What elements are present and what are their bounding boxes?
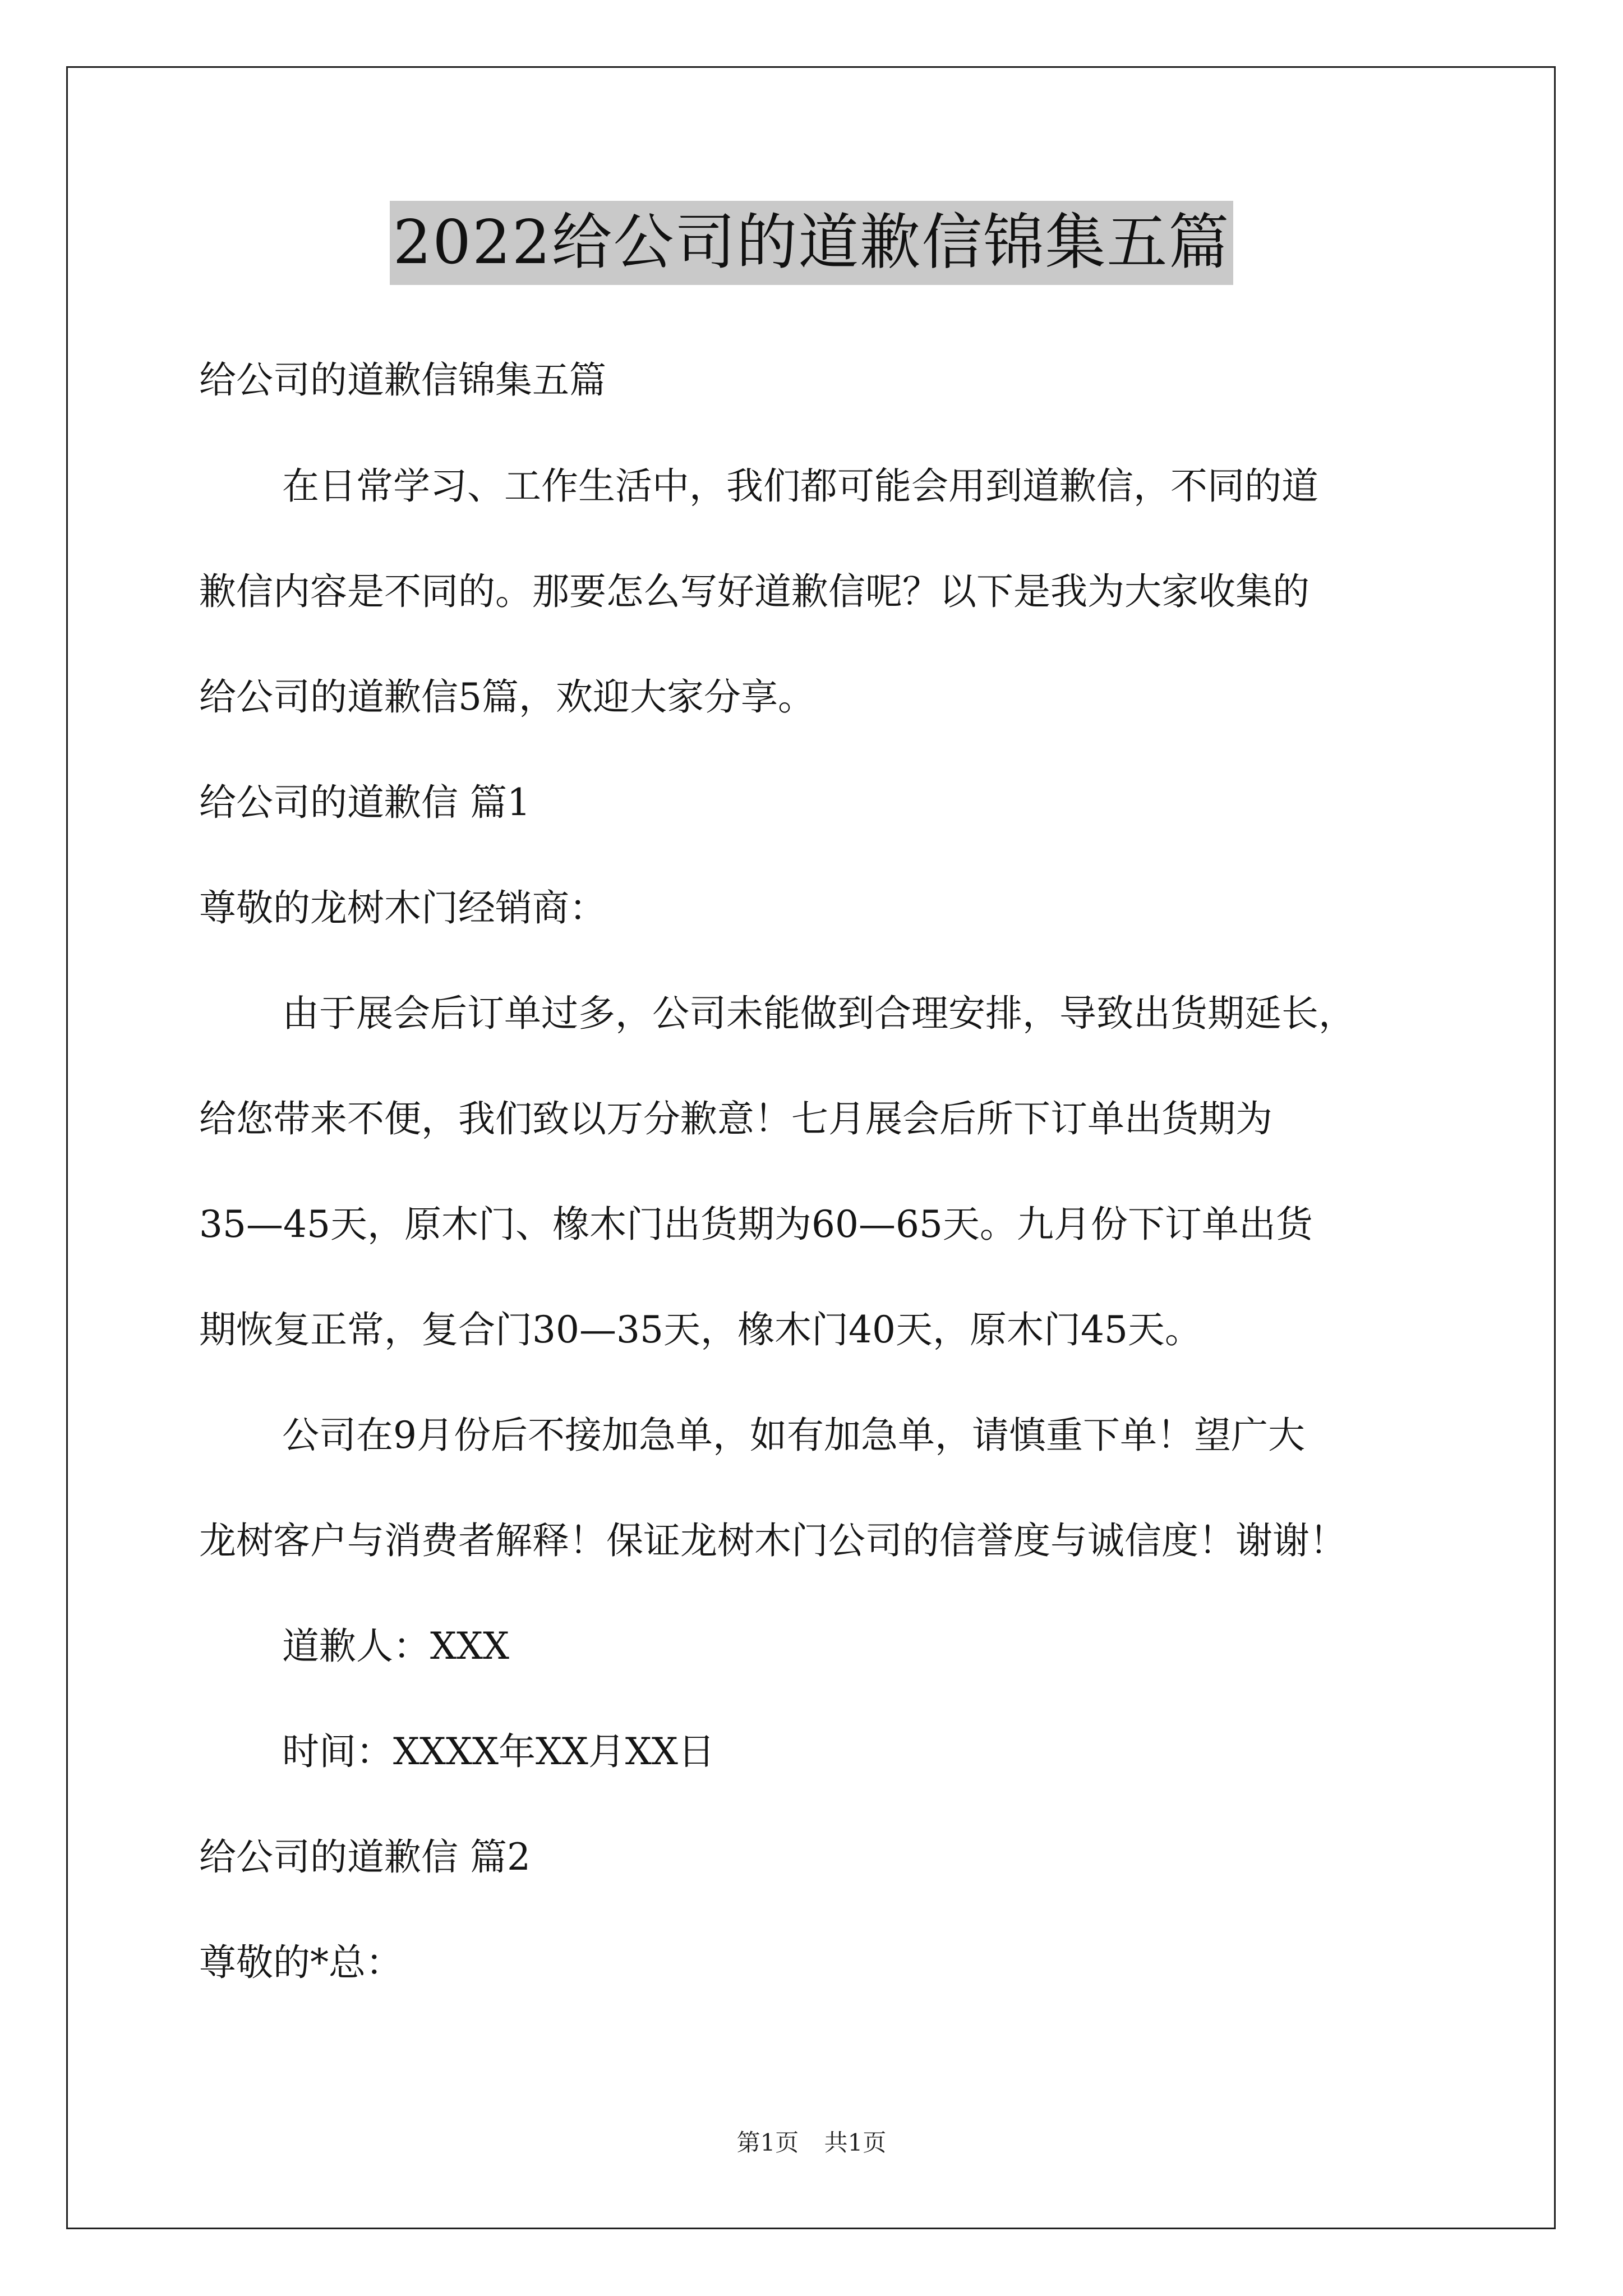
title-container <box>0 201 1623 285</box>
subtitle: 给公司的道歉信锦集五篇 <box>199 358 606 402</box>
page-number-current: 第1页 <box>736 2129 799 2156</box>
section-1-para1-line-3: 35—45天，原木门、橡木门出货期为60—65天。九月份下订单出货 <box>199 1203 1313 1246</box>
page-footer <box>0 2126 1623 2160</box>
section-1-para1-line-1: 由于展会后订单过多，公司未能做到合理安排，导致出货期延长， <box>282 992 1355 1035</box>
section-1-date: 时间：XXXX年XX月XX日 <box>282 1730 715 1773</box>
section-2-heading: 给公司的道歉信 篇2 <box>199 1835 531 1879</box>
document-title: 2022给公司的道歉信锦集五篇 <box>390 201 1234 285</box>
section-1-para2-line-2: 龙树客户与消费者解释！保证龙树木门公司的信誉度与诚信度！谢谢！ <box>199 1519 1347 1562</box>
intro-line-3: 给公司的道歉信5篇，欢迎大家分享。 <box>199 675 815 719</box>
section-1-signer: 道歉人：XXX <box>282 1625 509 1668</box>
intro-line-1: 在日常学习、工作生活中，我们都可能会用到道歉信，不同的道 <box>282 464 1318 508</box>
section-1-para1-line-4: 期恢复正常，复合门30—35天，橡木门40天，原木门45天。 <box>199 1308 1202 1351</box>
section-1-salutation: 尊敬的龙树木门经销商： <box>199 886 606 930</box>
section-1-para2-line-1: 公司在9月份后不接加急单，如有加急单，请慎重下单！望广大 <box>282 1414 1305 1457</box>
page-number-total: 共1页 <box>824 2129 887 2156</box>
section-1-heading: 给公司的道歉信 篇1 <box>199 781 531 824</box>
intro-line-2: 歉信内容是不同的。那要怎么写好道歉信呢？以下是我为大家收集的 <box>199 570 1310 613</box>
section-2-salutation: 尊敬的*总： <box>199 1941 403 1984</box>
section-1-para1-line-2: 给您带来不便，我们致以万分歉意！七月展会后所下订单出货期为 <box>199 1097 1272 1140</box>
